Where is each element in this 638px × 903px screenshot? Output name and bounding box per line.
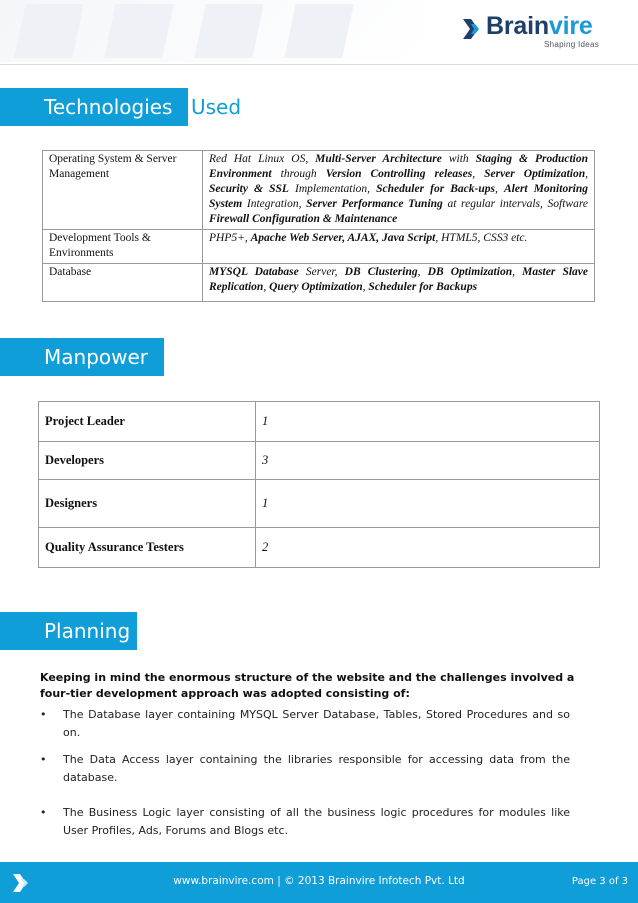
bold-run: Server Performance Tuning [306,198,443,210]
brand-tagline: Shaping Ideas [544,40,600,49]
bold-run: Apache Web Server, AJAX, Java Script [250,232,436,244]
bold-run: Server Optimization [484,168,586,180]
bold-run: Firewall Configuration & Maintenance [209,213,398,225]
text-run: Implementation, [288,183,377,195]
table-row [39,442,600,480]
brainvire-logo [462,14,612,54]
table-row [43,230,595,264]
bold-run: DB Clustering [344,266,418,278]
manpower-heading: Manpower [0,338,164,376]
text-run: , [585,168,588,180]
bold-run: Staging & Production Environment [209,153,588,180]
technology-details [203,264,595,302]
text-run: through [271,168,326,180]
role-count: 1 [256,402,600,442]
technology-category: Development Tools & Environments [43,230,203,264]
technology-category: Operating System & Server Management [43,151,203,230]
bold-run: Multi-Server Architecture [315,153,442,165]
text-run: , [512,266,523,278]
header-divider [0,64,638,65]
page-footer [0,862,638,903]
planning-heading: Planning [0,612,137,650]
technologies-heading: Technologies Used [0,88,188,126]
text-run: , [417,266,428,278]
role-name: Developers [39,442,256,480]
role-name: Project Leader [39,402,256,442]
text-run: Integration, [242,198,307,210]
bullet-dot: • [40,753,47,766]
table-row [39,402,600,442]
text-run: Red Hat Linux OS, [209,153,316,165]
technology-details [203,151,595,230]
bold-run: Scheduler for Back-ups [376,183,495,195]
text-run: PHP5+, [209,232,251,244]
bold-run: DB Optimization [427,266,513,278]
text-run: , [472,168,485,180]
role-count: 1 [256,480,600,528]
text-run: , HTML5, CSS3 etc. [435,232,528,244]
bullet-dot: • [40,806,47,819]
table-row [39,528,600,568]
bullet-dot: • [40,708,47,721]
brand-name: Brainvire [486,12,593,40]
bold-run: Query Optimization [269,281,363,293]
technology-category: Database [43,264,203,302]
page-number: Page 3 of 3 [571,876,628,887]
footer-copyright: www.brainvire.com | © 2013 Brainvire Infotech Pvt. Ltd [173,875,465,887]
technologies-table [42,150,595,302]
text-run: Server, [298,266,345,278]
bold-run: Alert Monitoring System [209,183,589,210]
text-run: at regular intervals, Software [442,198,588,210]
role-count: 2 [256,528,600,568]
bold-run: Scheduler for Backups [368,281,478,293]
bold-run: Master Slave Replication [209,266,589,293]
text-run: , [362,281,369,293]
bullet-text: The Database layer containing MYSQL Server Database, Tables, Stored Procedures and so on. [63,708,570,739]
brainvire-chevron-icon [462,16,484,42]
bold-run: MYSQL Database [209,266,299,278]
role-name: Quality Assurance Testers [39,528,256,568]
bold-run: Version Controlling releases [325,168,473,180]
role-count: 3 [256,442,600,480]
table-row [43,264,595,302]
header-decoration [0,0,420,62]
bold-run: Security & SSL [209,183,289,195]
text-run: , [495,183,504,195]
role-name: Designers [39,480,256,528]
text-run: , [263,281,270,293]
bullet-text: The Business Logic layer consisting of all the business logic procedures for modules like User Profiles, Ads, Forums and Blogs etc. [63,806,570,837]
bullet-text: The Data Access layer containing the libraries responsible for accessing data from the database. [63,753,570,784]
technology-details [203,230,595,264]
manpower-table [38,401,600,568]
planning-intro: Keeping in mind the enormous structure of the website and the challenges involved a four-tier development approach was adopted consisting of: [40,671,575,700]
text-run: with [441,153,476,165]
table-row [39,480,600,528]
table-row [43,151,595,230]
